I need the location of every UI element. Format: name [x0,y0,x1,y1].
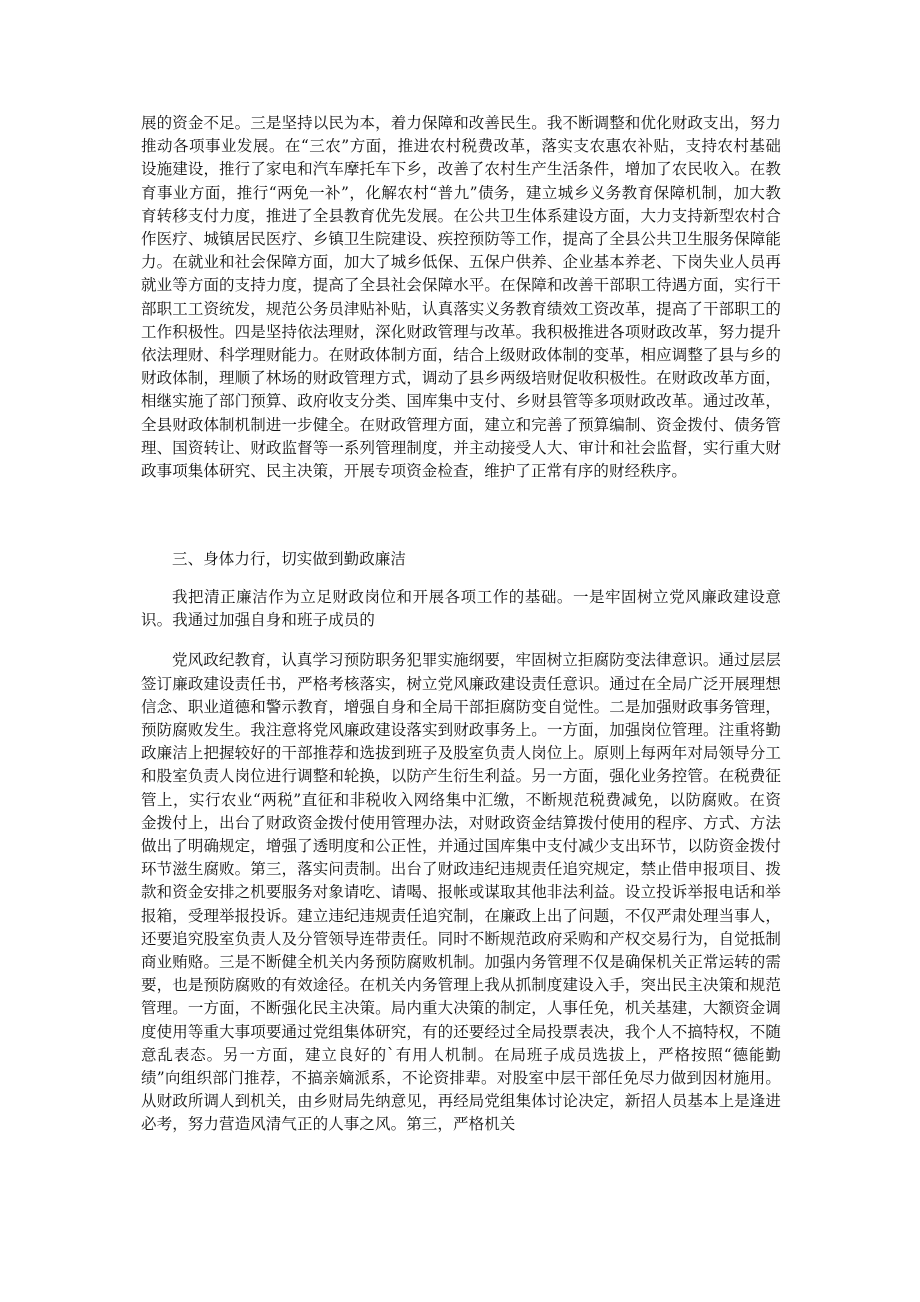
paragraph-anti-corruption: 党风政纪教育，认真学习预防职务犯罪实施纲要，牢固树立拒腐防变法律意识。通过层层签订廉政建设责任书，严格考核落实，树立党风廉政建设责任意识。通过在全局广泛开展理想信念、职业道德和警示教育，增强自身和全局干部拒腐防变自觉性。二是加强财政事务管理，预防腐败发生。我注意将党风廉政建设落实到财政事务上。一方面，加强岗位管理。注重将勤政廉洁上把握较好的干部推荐和选拔到班子及股室负责人岗位上。原则上每两年对局领导分工和股室负责人岗位进行调整和轮换，以防产生衍生利益。另一方面，强化业务控管。在税费征管上，实行农业“两税”直征和非税收入网络集中汇缴，不断规范税费减免，以防腐败。在资金拨付上，出台了财政资金拨付使用管理办法，对财政资金结算拨付使用的程序、方式、方法做出了明确规定，增强了透明度和公正性，并通过国库集中支付减少支出环节，以防资金拨付环节滋生腐败。第三，落实问责制。出台了财政违纪违规责任追究规定，禁止借申报项目、拨款和资金安排之机要服务对象请吃、请喝、报帐或谋取其他非法利益。设立投诉举报电话和举报箱，受理举报投诉。建立违纪违规责任追究制，在廉政上出了问题，不仅严肃处理当事人，还要追究股室负责人及分管领导连带责任。同时不断规范政府采购和产权交易行为，自觉抵制商业贿赂。三是不断健全机关内务预防腐败机制。加强内务管理不仅是确保机关正常运转的需要，也是预防腐败的有效途径。在机关内务管理上我从抓制度建设入手，突出民主决策和规范管理。一方面，不断强化民主决策。局内重大决策的制定，人事任免，机关基建，大额资金调度使用等重大事项要通过党组集体研究，有的还要经过全局投票表决，我个人不搞特权，不随意乱表态。另一方面，建立良好的`有用人机制。在局班子成员选拔上，严格按照“德能勤绩”向组织部门推荐，不搞亲嫡派系，不论资排辈。对股室中层干部任免尽力做到因材施用。从财政所调人到机关，由乡财局先纳意见，再经局党组集体讨论决定，新招人员基本上是逢进必考，努力营造风清气正的人事之风。第三，严格机关 [141,651,781,1134]
paragraph-integrity-intro: 我把清正廉洁作为立足财政岗位和开展各项工作的基础。一是牢固树立党风廉政建设意识。我通过加强自身和班子成员的 [141,588,781,630]
document-page [141,112,781,1137]
section-heading: 三、身体力行，切实做到勤政廉洁 [172,550,407,568]
paragraph-budget-reform: 展的资金不足。三是坚持以民为本，着力保障和改善民生。我不断调整和优化财政支出，努力推动各项事业发展。在“三农”方面，推进农村税费改革，落实支农惠农补贴，支持农村基础设施建设，推行了家电和汽车摩托车下乡，改善了农村生产生活条件，增加了农民收入。在教育事业方面，推行“两免一补”，化解农村“普九”债务，建立城乡义务教育保障机制，加大教育转移支付力度，推进了全县教育优先发展。在公共卫生体系建设方面，大力支持新型农村合作医疗、城镇居民医疗、乡镇卫生院建设、疾控预防等工作，提高了全县公共卫生服务保障能力。在就业和社会保障方面，加大了城乡低保、五保户供养、企业基本养老、下岗失业人员再就业等方面的支持力度，提高了全县社会保障水平。在保障和改善干部职工待遇方面，实行干部职工工资统发，规范公务员津贴补贴，认真落实义务教育绩效工资改革，提高了干部职工的工作积极性。四是坚持依法理财，深化财政管理与改革。我积极推进各项财政改革，努力提升依法理财、科学理财能力。在财政体制方面，结合上级财政体制的变革，相应调整了县与乡的财政体制，理顺了林场的财政管理方式，调动了县乡两级培财促收积极性。在财政改革方面，相继实施了部门预算、政府收支分类、国库集中支付、乡财县管等多项财政改革。通过改革，全县财政体制机制进一步健全。在财政管理方面，建立和完善了预算编制、资金拨付、债务管理、国资转让、财政监督等一系列管理制度，并主动接受人大、审计和社会监督，实行重大财政事项集体研究、民主决策，开展专项资金检查，维护了正常有序的财经秩序。 [141,114,781,481]
